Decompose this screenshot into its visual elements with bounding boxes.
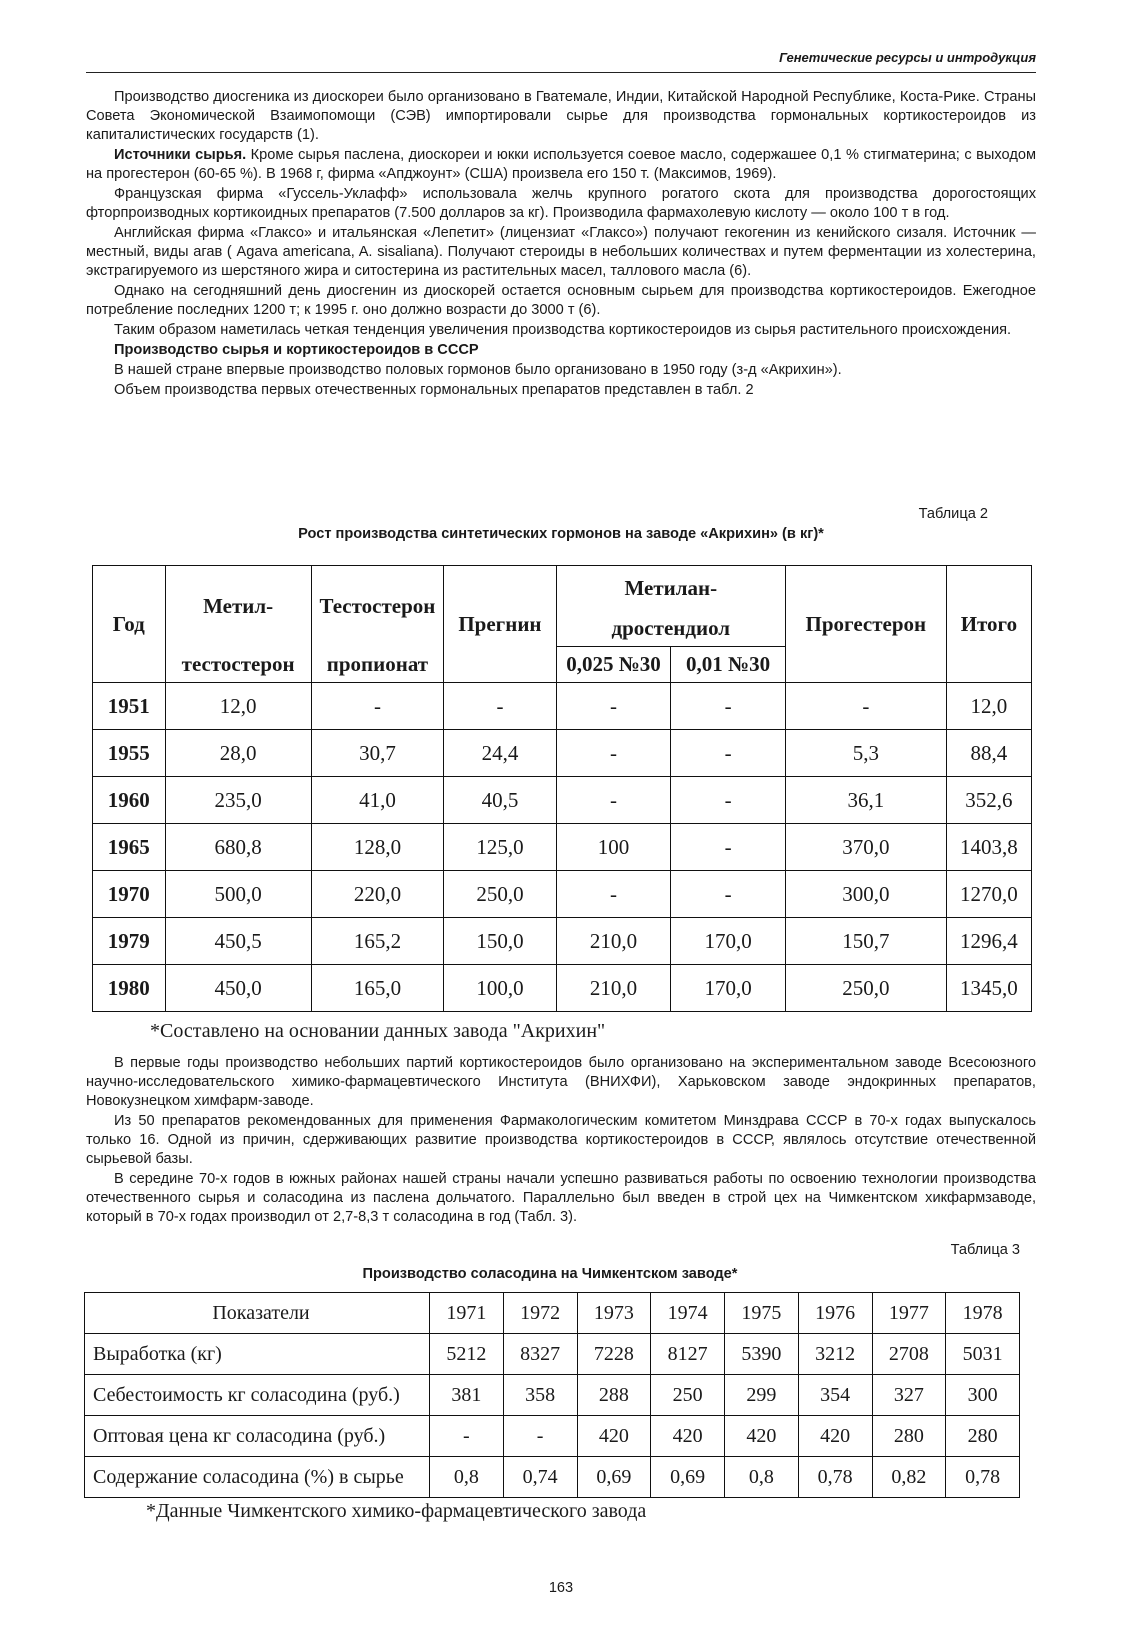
table-cell: 1970	[93, 871, 166, 918]
body-text-top	[86, 88, 1036, 401]
table-cell: 300,0	[785, 871, 946, 918]
col-header: пропионат	[311, 647, 443, 683]
col-header: 1976	[798, 1293, 872, 1334]
table-cell: 250,0	[444, 871, 557, 918]
table-cell: 0,82	[872, 1457, 946, 1498]
paragraph: Однако на сегодняшний день диосгенин из диоскорей остается основным сырьем для производства кортикостероидов. Ежегодное потребление последних 1200 т; к 1995 г. оно должно возрасти до 3000 т (6).	[86, 283, 1036, 318]
col-header: 1972	[503, 1293, 577, 1334]
table-cell: -	[430, 1416, 504, 1457]
col-header: Тестостерон	[311, 566, 443, 647]
table-cell: 5031	[946, 1334, 1020, 1375]
section-heading: Производство сырья и кортикостероидов в СССР	[114, 342, 479, 358]
table-number: Таблица 2	[918, 506, 988, 522]
table-cell: 150,7	[785, 918, 946, 965]
table-row	[93, 871, 1032, 918]
paragraph: Объем производства первых отечественных гормональных препаратов представлен в табл. 2	[114, 382, 754, 398]
table-row	[93, 965, 1032, 1012]
table-cell: 7228	[577, 1334, 651, 1375]
table-cell: 12,0	[165, 683, 311, 730]
table-cell: 40,5	[444, 777, 557, 824]
table-cell: 1979	[93, 918, 166, 965]
paragraph-text: Кроме сырья паслена, диоскореи и юкки используется соевое масло, содержашее 0,1 % стигматерина; с выходом на прогестерон (60-65 %). В 1968 г, фирма «Апджоунт» (США) произвела его 150 т. (Максимов, 1969).	[86, 147, 1036, 182]
paragraph: В середине 70-х годов в южных районах нашей страны начали успешно развиваться работы по освоению технологии производства отечественного сырья и соласодина из паслена дольчатого. Параллельно был введен в строй цех на Чимкентском хикфармзаводе, который в 70-х годах производил от 2,7-8,3 т соласодина в год (Табл. 3).	[86, 1171, 1036, 1225]
table-cell: 100,0	[444, 965, 557, 1012]
table-cell: 0,78	[946, 1457, 1020, 1498]
col-header: 1978	[946, 1293, 1020, 1334]
table-cell: 5,3	[785, 730, 946, 777]
table-row	[85, 1457, 1020, 1498]
col-subheader: 0,025 №30	[556, 647, 671, 683]
table-cell: 288	[577, 1375, 651, 1416]
table-cell: -	[671, 777, 786, 824]
table-cell: -	[671, 683, 786, 730]
table-cell: 0,78	[798, 1457, 872, 1498]
table-cell: 1955	[93, 730, 166, 777]
table-cell: 41,0	[311, 777, 443, 824]
table-cell: 8127	[651, 1334, 725, 1375]
col-subheader: 0,01 №30	[671, 647, 786, 683]
table-cell: 450,5	[165, 918, 311, 965]
table-cell: 327	[872, 1375, 946, 1416]
table-row	[85, 1416, 1020, 1457]
table-cell: 150,0	[444, 918, 557, 965]
table-cell: 210,0	[556, 918, 671, 965]
table-cell: 220,0	[311, 871, 443, 918]
table-cell: 299	[725, 1375, 799, 1416]
col-header: 1971	[430, 1293, 504, 1334]
col-header: Метил-	[165, 566, 311, 647]
table-cell: 1403,8	[946, 824, 1031, 871]
table-cell: -	[556, 871, 671, 918]
table-cell: 88,4	[946, 730, 1031, 777]
col-header: 1973	[577, 1293, 651, 1334]
body-text-middle	[86, 1054, 1036, 1228]
table-cell: 36,1	[785, 777, 946, 824]
table-cell: 125,0	[444, 824, 557, 871]
table-cell: 250,0	[785, 965, 946, 1012]
table-cell: 100	[556, 824, 671, 871]
table-cell: 280	[872, 1416, 946, 1457]
paragraph: В нашей стране впервые производство половых гормонов было организовано в 1950 году (з-д «Акрихин»).	[114, 362, 842, 378]
col-header: дростендиол	[556, 611, 785, 647]
table-cell: 0,8	[430, 1457, 504, 1498]
row-label: Содержание соласодина (%) в сырье	[85, 1457, 430, 1498]
paragraph-lead: Источники сырья.	[114, 147, 247, 163]
table-cell: 420	[651, 1416, 725, 1457]
paragraph: Производство диосгеника из диоскореи было организовано в Гватемале, Индии, Китайской Народной Республике, Коста-Рике. Страны Совета Экономической Взаимопомощи (СЭВ) импортировали сырье для производства гормональных кортикостероидов из капиталистических государств (1).	[86, 89, 1036, 143]
paragraph: Французская фирма «Гуссель-Уклафф» использовала желчь крупного рогатого скота для производства дорогостоящих фторпроизводных кортикоидных препаратов (7.500 долларов за кг). Производила фармахолевую кислоту — около 100 т в год.	[86, 186, 1036, 221]
table-cell: 420	[725, 1416, 799, 1457]
table-cell: 24,4	[444, 730, 557, 777]
table-cell: -	[503, 1416, 577, 1457]
table-cell: 300	[946, 1375, 1020, 1416]
row-label: Оптовая цена кг соласодина (руб.)	[85, 1416, 430, 1457]
table-cell: 1345,0	[946, 965, 1031, 1012]
table-cell: 5390	[725, 1334, 799, 1375]
table-cell: 0,69	[577, 1457, 651, 1498]
table-row	[93, 824, 1032, 871]
page-number: 163	[548, 1580, 574, 1596]
table-cell: 128,0	[311, 824, 443, 871]
table-cell: 1951	[93, 683, 166, 730]
table-cell: 358	[503, 1375, 577, 1416]
col-header: Прегнин	[444, 566, 557, 683]
row-label: Себестоимость кг соласодина (руб.)	[85, 1375, 430, 1416]
table-row	[93, 730, 1032, 777]
table-cell: 352,6	[946, 777, 1031, 824]
table-cell: -	[556, 683, 671, 730]
table-cell: 280	[946, 1416, 1020, 1457]
table-cell: -	[444, 683, 557, 730]
col-header: тестостерон	[165, 647, 311, 683]
table-cell: 1960	[93, 777, 166, 824]
table-cell: 1980	[93, 965, 166, 1012]
table-cell: 1270,0	[946, 871, 1031, 918]
paragraph: Английская фирма «Глаксо» и итальянская «Лепетит» (лицензиат «Глаксо») получают гекогенин из кенийского сизаля. Источник — местный, виды агав ( Agava americana, A. sisaliana). Получают стероиды в небольших количествах и путем ферментации из холестерина, экстрагируемого из шерстяного жира и ситостерина из растительных масел, таллового масла (6).	[86, 225, 1036, 279]
table-cell: 370,0	[785, 824, 946, 871]
table-cell: -	[671, 730, 786, 777]
table-footnote: *Данные Чимкентского химико-фармацевтического завода	[146, 1500, 647, 1522]
table-number: Таблица 3	[950, 1242, 1020, 1258]
table-cell: 170,0	[671, 965, 786, 1012]
table-row	[93, 777, 1032, 824]
table-cell: 28,0	[165, 730, 311, 777]
table-cell: 165,0	[311, 965, 443, 1012]
paragraph	[86, 146, 1036, 184]
table-cell: 250	[651, 1375, 725, 1416]
paragraph: Таким образом наметилась четкая тенденция увеличения производства кортикостероидов из сырья растительного происхождения.	[114, 322, 1012, 338]
col-header: Итого	[946, 566, 1031, 683]
table-cell: 450,0	[165, 965, 311, 1012]
table-cell: 210,0	[556, 965, 671, 1012]
table-cell: 165,2	[311, 918, 443, 965]
table-cell: -	[556, 777, 671, 824]
table-row	[85, 1375, 1020, 1416]
table-cell: 0,69	[651, 1457, 725, 1498]
table-cell: 12,0	[946, 683, 1031, 730]
table-row	[85, 1334, 1020, 1375]
hormones-table	[92, 565, 1032, 1012]
table-cell: 5212	[430, 1334, 504, 1375]
table-cell: 420	[577, 1416, 651, 1457]
table-cell: 381	[430, 1375, 504, 1416]
col-header: Метилан-	[556, 566, 785, 611]
solasodine-table	[84, 1292, 1020, 1498]
table-cell: 8327	[503, 1334, 577, 1375]
table-cell: -	[785, 683, 946, 730]
table-cell: -	[671, 871, 786, 918]
table-title: Рост производства синтетических гормонов на заводе «Акрихин» (в кг)*	[298, 526, 824, 542]
table-cell: 0,8	[725, 1457, 799, 1498]
col-header: 1975	[725, 1293, 799, 1334]
col-header: 1977	[872, 1293, 946, 1334]
table-cell: 500,0	[165, 871, 311, 918]
col-header: 1974	[651, 1293, 725, 1334]
table-cell: -	[311, 683, 443, 730]
running-head: Генетические ресурсы и интродукция	[86, 48, 1036, 73]
col-header: Год	[93, 566, 166, 683]
table-cell: 2708	[872, 1334, 946, 1375]
table-cell: -	[556, 730, 671, 777]
col-header: Прогестерон	[785, 566, 946, 683]
table-cell: 354	[798, 1375, 872, 1416]
table-cell: 1965	[93, 824, 166, 871]
table-cell: 0,74	[503, 1457, 577, 1498]
table-cell: 235,0	[165, 777, 311, 824]
table-row	[93, 683, 1032, 730]
table-cell: 420	[798, 1416, 872, 1457]
table-cell: 3212	[798, 1334, 872, 1375]
table-cell: 170,0	[671, 918, 786, 965]
row-label: Выработка (кг)	[85, 1334, 430, 1375]
table-footnote: *Составлено на основании данных завода "Акрихин"	[150, 1020, 606, 1042]
table-cell: 30,7	[311, 730, 443, 777]
table-title: Производство соласодина на Чимкентском заводе*	[362, 1266, 738, 1282]
paragraph: Из 50 препаратов рекомендованных для применения Фармакологическим комитетом Минздрава СССР в 70-х годах выпускалось только 16. Одной из причин, сдерживающих развитие производства кортикостероидов в СССР, являлось отсутствие отечественной сырьевой базы.	[86, 1113, 1036, 1167]
table-cell: 1296,4	[946, 918, 1031, 965]
table-row	[93, 918, 1032, 965]
table-cell: 680,8	[165, 824, 311, 871]
table-cell: -	[671, 824, 786, 871]
col-header: Показатели	[85, 1293, 430, 1334]
table-header-row	[85, 1293, 1020, 1334]
paragraph: В первые годы производство небольших партий кортикостероидов было организовано на экспериментальном заводе Всесоюзного научно-исследовательского химико-фармацевтического Института (ВНИХФИ), Харьковском заводе эндокринных препаратов, Новокузнецком химфарм-заводе.	[86, 1055, 1036, 1109]
